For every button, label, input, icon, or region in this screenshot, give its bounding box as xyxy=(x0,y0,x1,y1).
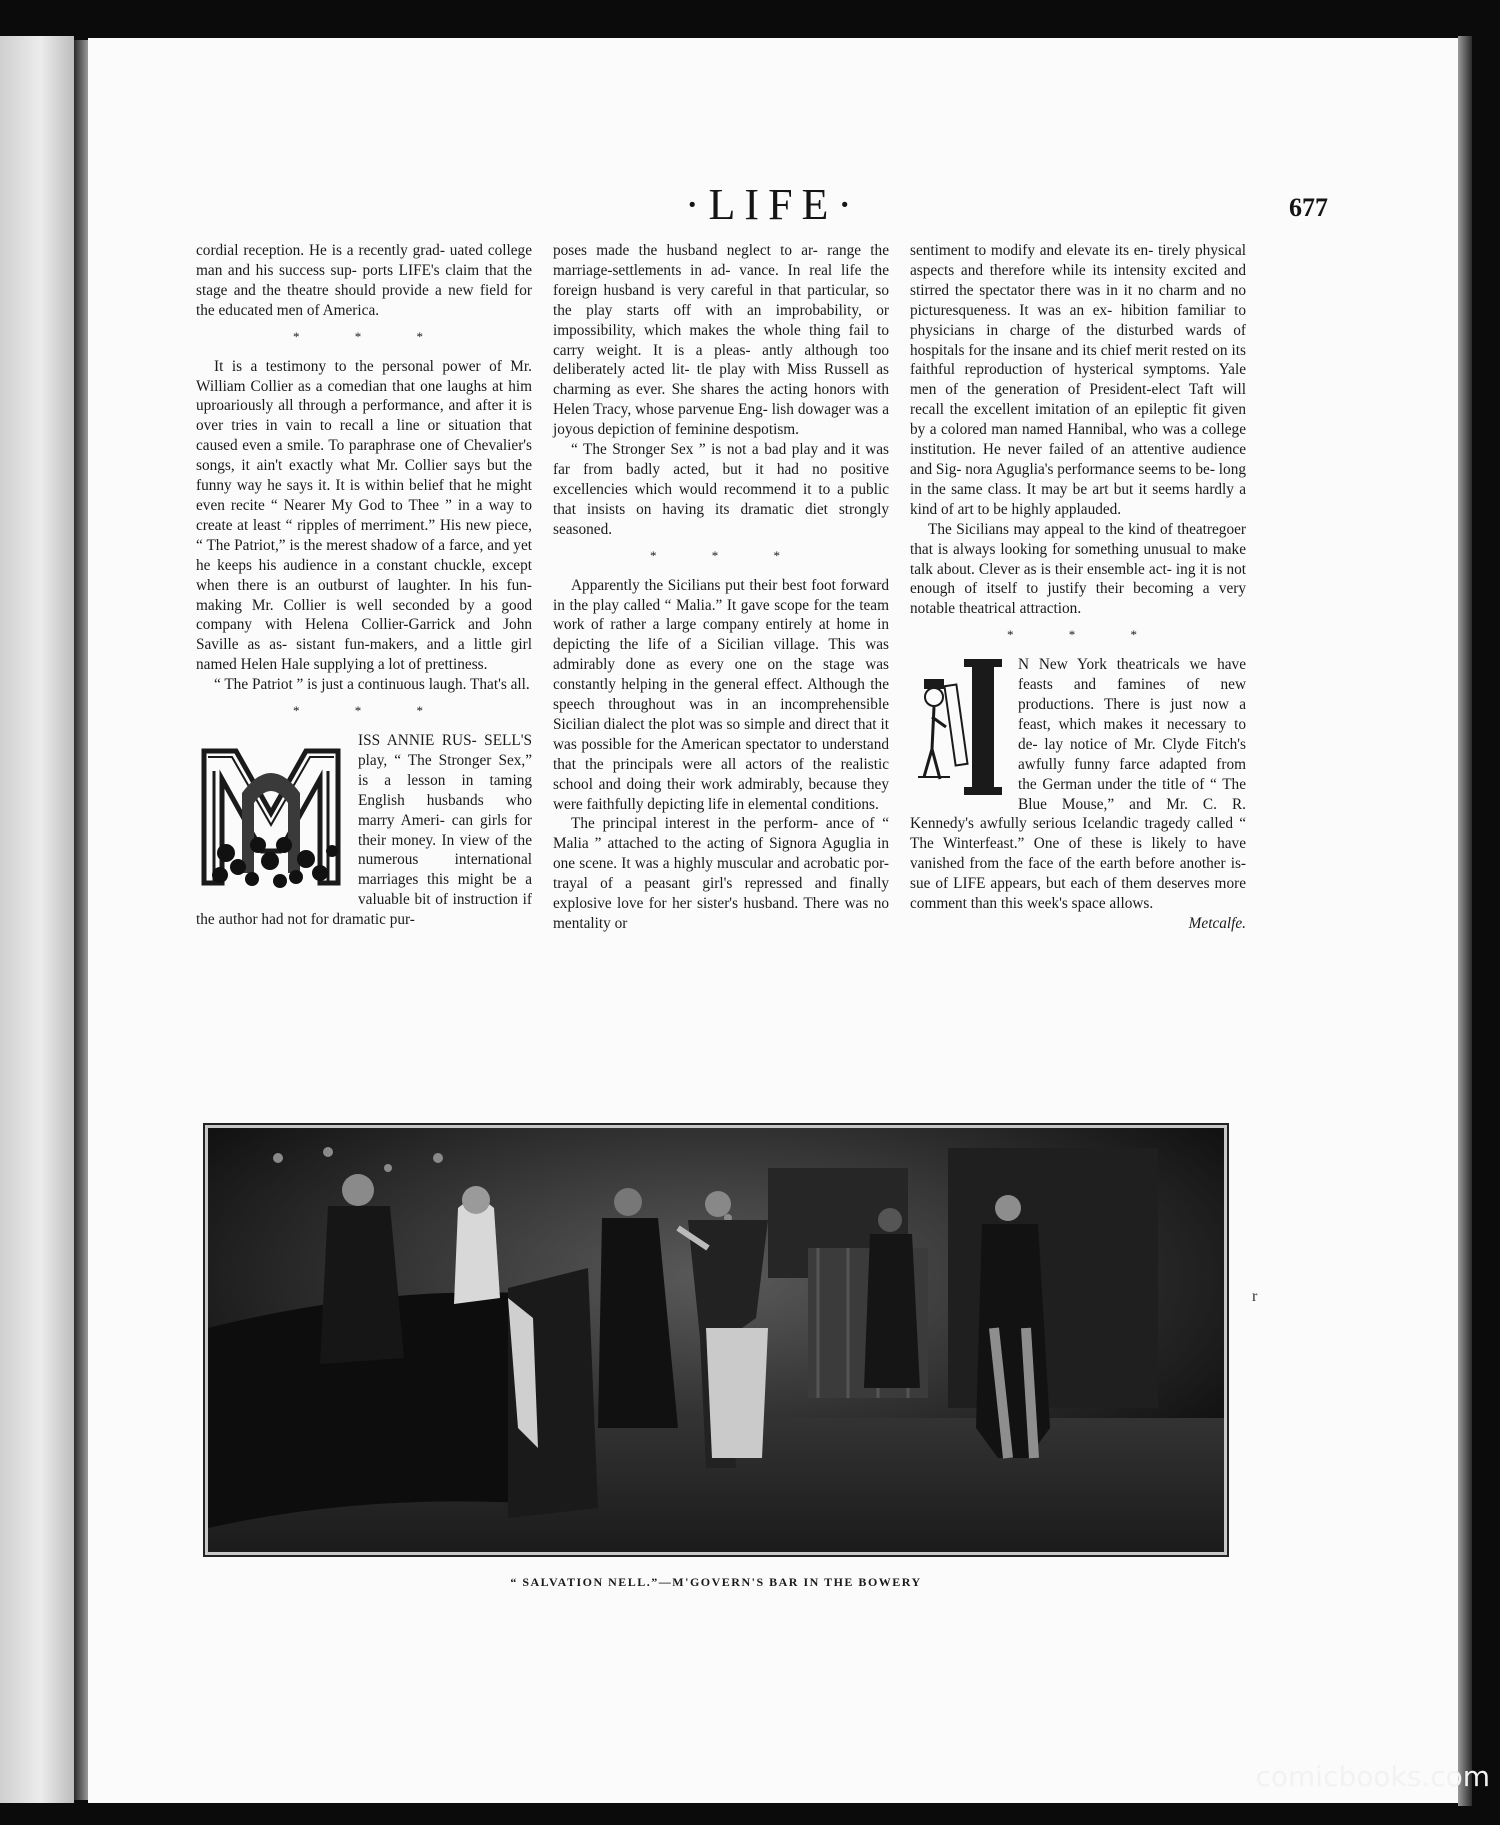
masthead-title: ·LIFE· xyxy=(684,180,862,229)
paragraph: ISS ANNIE RUS- SELL'S play, “ The Stronger Sex,” is a lesson in taming English husbands who marry Ameri- can girls for their money. In view of the numerous international marriages this might be a valuable bit of instruction if the author had not for dramatic pur- xyxy=(196,732,532,929)
author-signature: Metcalfe. xyxy=(1188,915,1246,932)
site-watermark: comicbooks.com xyxy=(1255,1760,1490,1793)
paragraph: N New York theatricals we have feasts and famines of new productions. There is just now a feast, which makes it necessary to de- lay notice of Mr. Clyde Fitch's awfully funny farce adapted from the German under the title of “ The Blue Mouse,” and Mr. C. R. Kennedy's awfully serious Icelandic tragedy called “ The Winterfeast.” One of these is likely to have vanished from the face of the earth before another is- sue of LIFE appears, but each of them deserves more comment than this week's space allows. xyxy=(910,656,1246,913)
section-separator: * * * xyxy=(1007,627,1163,643)
paragraph: The Sicilians may appeal to the kind of theatregoer that is always looking for something unusual to make talk about. Clever as is their ensemble act- ing it is not enough of itself to justify their becoming a very notable theatrical attraction. xyxy=(910,520,1246,618)
text-column-2 xyxy=(553,241,889,934)
paragraph: “ The Stronger Sex ” is not a bad play and it was far from badly acted, but it had no positive excellencies which would recommend it to a public that insists on having its dramatic diet strongly seasoned. xyxy=(553,441,889,538)
page-edge-shadow xyxy=(1458,36,1472,1806)
margin-mark: r xyxy=(1252,1288,1258,1305)
section-separator: * * * xyxy=(650,547,806,563)
saloon-scene-photo xyxy=(208,1128,1224,1552)
ornamental-initial-i-icon xyxy=(910,657,1006,797)
section-separator: * * * xyxy=(293,328,449,344)
paragraph: poses made the husband neglect to ar- range the marriage-settlements in ad- vance. In real life the foreign husband is very careful in that particular, so the play starts off with an improbability, or impossibility, which makes the whole thing fail to carry weight. It is a pleas- antly although too deliberately acted lit- tle play with Miss Russell as charming as ever. She shares the acting honors with Helen Tracy, whose parvenue Eng- lish dowager was a joyous depiction of feminine despotism. xyxy=(553,242,889,439)
page-number: 677 xyxy=(1289,193,1328,222)
paragraph: The principal interest in the perform- ance of “ Malia ” attached to the acting of Signora Aguglia in one scene. It was a highly muscular and acrobatic por- trayal of a peasant girl's repressed and finally explosive love for her sister's husband. There was no mentality or xyxy=(553,815,889,932)
paragraph: sentiment to modify and elevate its en- tirely physical aspects and therefore while its intensity excited and stirred the spectator there was in it no charm and no picturesqueness. It was an ex- hibition familiar to physicians in charge of the disturbed wards of hospitals for the insane and its chief merit rested on its faithful reproduction of hysterical symptoms. Yale men of the generation of President-elect Taft will recall the excellent imitation of an epileptic fit given by a colored man named Hannibal, who was a college institution. He never failed of an attentive audience and Sig- nora Aguglia's performance seems to be- long in the same class. It may be art but it seems hardly a kind of art to be highly applauded. xyxy=(910,242,1246,518)
photograph xyxy=(203,1123,1229,1557)
text-column-3 xyxy=(910,241,1246,934)
ornamental-initial-m-icon xyxy=(196,733,346,891)
text-column-1 xyxy=(196,241,532,930)
paragraph: “ The Patriot ” is just a continuous laugh. That's all. xyxy=(214,676,530,694)
paragraph: Apparently the Sicilians put their best foot forward in the play called “ Malia.” It gave scope for the team work of rather a large company entirely at home in depicting the life of a Sicilian village. This was admirably done as every one on the stage was constantly helping in the general effect. Although the speech throughout was in an incomprehensible Sicilian dialect the plot was so simple and direct that it was possible for the American spectator to understand that the principals were all actors of the realistic school and doing their work admirably, because they were faithfully depicting life in elemental conditions. xyxy=(553,576,889,813)
paragraph: It is a testimony to the personal power of Mr. William Collier as a comedian that one laughs at him uproariously all through a performance, and after it is over tries in vain to recall a line or situation that caused even a smile. To paraphrase one of Chevalier's songs, it ain't exactly what Mr. Collier says but the funny way he says it. It is within belief that he might even recite “ Nearer My God to Thee ” in a way to create at least “ ripples of merriment.” His new piece, “ The Patriot,” is the merest shadow of a farce, and yet he keeps his audience in a constant chuckle, except when there is an outburst of laughter. In his fun-making Mr. Collier is well seconded by a good company with Helena Collier-Garrick and John Saville as as- sistant fun-makers, and a little girl named Helen Hale supplying a lot of prettiness. xyxy=(196,357,532,674)
adjacent-page-edge xyxy=(0,36,74,1803)
photo-caption: “ SALVATION NELL.”—M'GOVERN'S BAR IN THE BOWERY xyxy=(510,1575,922,1589)
section-separator: * * * xyxy=(293,703,449,719)
paragraph: cordial reception. He is a recently grad- uated college man and his success sup- ports LIFE's claim that the stage and the theatre should provide a new field for the educated men of America. xyxy=(196,242,532,319)
page-header xyxy=(88,180,1458,230)
